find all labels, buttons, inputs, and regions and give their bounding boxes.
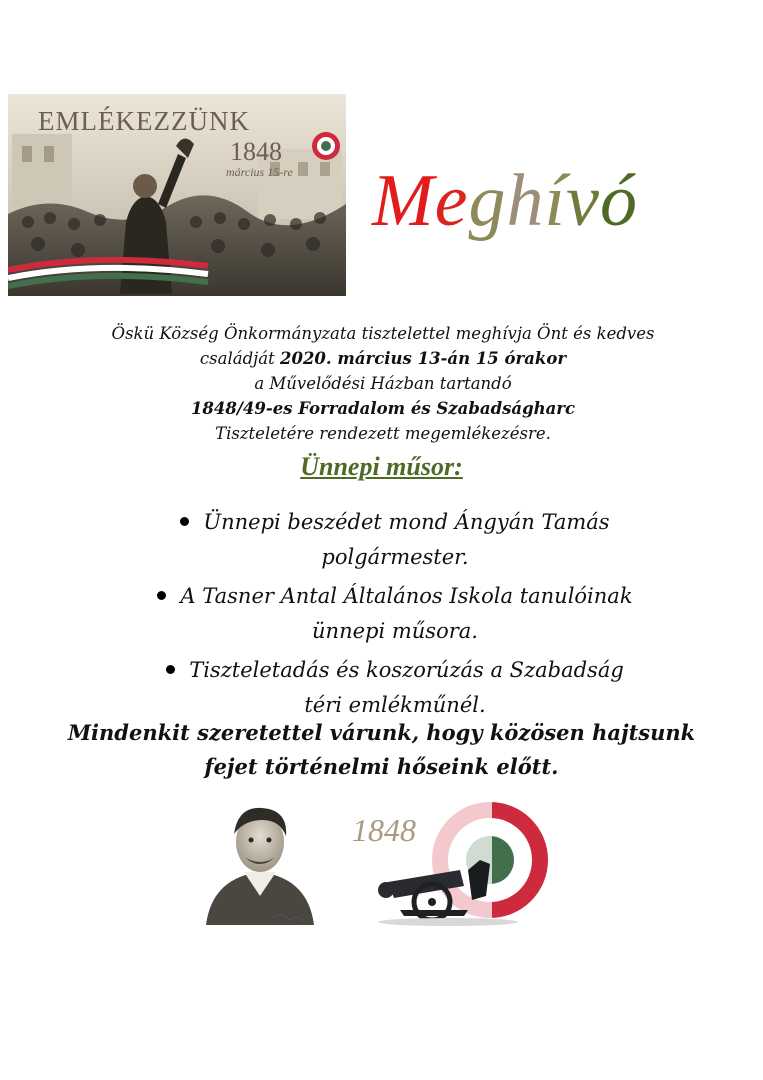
program-item-text: A Tasner Antal Általános Iskola tanulóinak ünnepi műsora. [180, 584, 633, 643]
portrait-image [200, 800, 320, 935]
program-item [110, 579, 680, 649]
intro-line-3: a Művelődési Házban tartandó [254, 374, 512, 393]
cockade-icon [312, 132, 340, 160]
bullet-icon [180, 517, 189, 526]
bullet-icon [166, 665, 175, 674]
program-item [110, 505, 680, 575]
banner-year: 1848 [230, 137, 282, 166]
title-letter: g [468, 160, 507, 242]
intro-line-1: Öskü Község Önkormányzata tisztelettel meghívja Önt és kedves [111, 324, 655, 343]
title-letter: í [544, 160, 567, 242]
invitation-text [90, 321, 676, 446]
title-letter: v [566, 160, 600, 242]
title-letter: e [434, 160, 469, 242]
event-datetime: 2020. március 13-án 15 órakor [279, 349, 567, 368]
title-letter: h [506, 160, 545, 242]
program-item-text: Ünnepi beszédet mond Ángyán Tamás polgármester. [203, 510, 610, 569]
title-letter: M [372, 160, 435, 242]
program-item-text: Tiszteletadás és koszorúzás a Szabadság téri emlékműnél. [189, 658, 624, 717]
emblem-year: 1848 [352, 812, 416, 848]
intro-line-2 [90, 346, 676, 371]
bullet-icon [157, 591, 166, 600]
commemoration-banner-image [8, 94, 346, 296]
title-letter: ó [599, 160, 638, 242]
invitation-title [372, 160, 638, 242]
program-item [110, 653, 680, 723]
program-list [110, 505, 680, 727]
program-heading: Ünnepi műsor: [300, 452, 463, 481]
intro-line-2-prefix: családját [199, 349, 280, 368]
event-name: 1848/49-es Forradalom és Szabadságharc [190, 399, 576, 418]
closing-text: Mindenkit szeretettel várunk, hogy közösen hajtsunk fejet történelmi hőseink előtt. [67, 720, 696, 779]
banner-date: március 15-re [226, 165, 293, 179]
banner-heading: EMLÉKEZZÜNK [38, 106, 250, 136]
intro-line-5: Tiszteletére rendezett megemlékezésre. [215, 424, 551, 443]
